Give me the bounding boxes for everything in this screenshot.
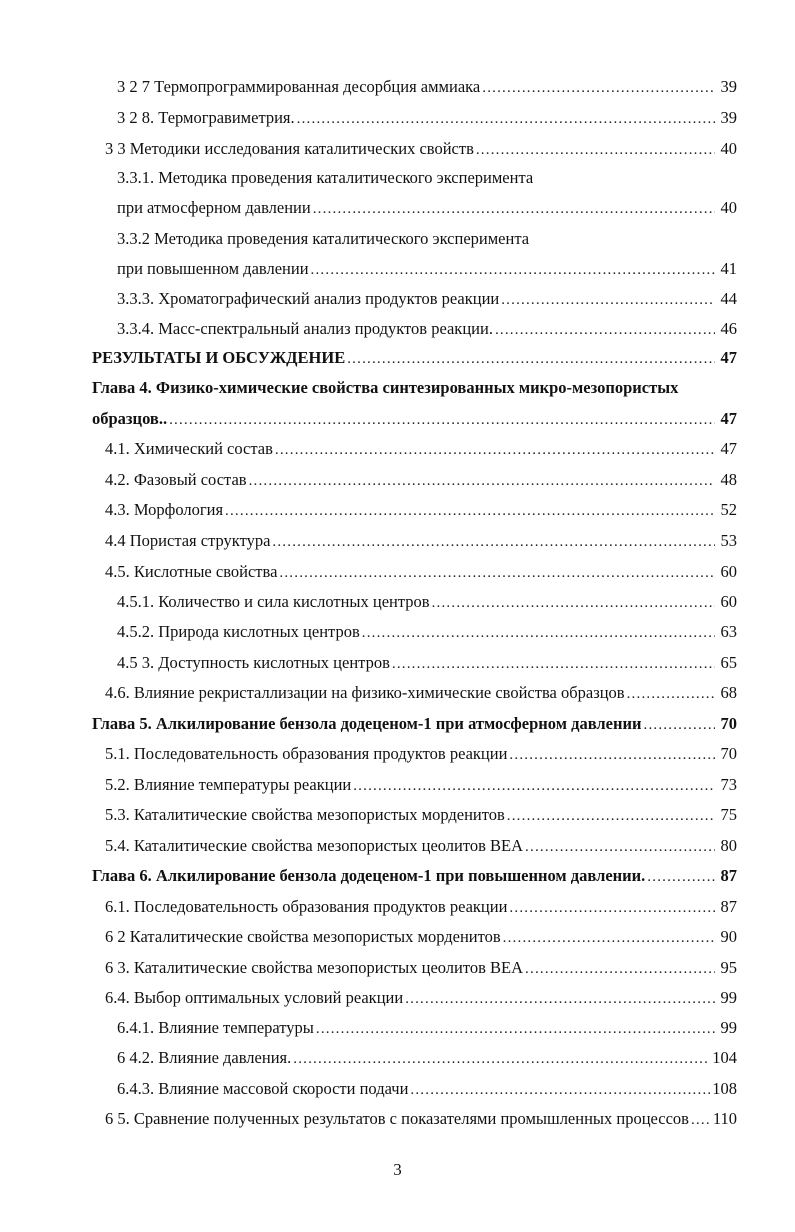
toc-entry-title: 5.1. Последовательность образования продуктов реакции xyxy=(105,744,508,763)
toc-entry-page: 75 xyxy=(720,805,737,824)
toc-entry-page: 70 xyxy=(720,714,737,733)
toc-entry-title: 6.1. Последовательность образования продуктов реакции xyxy=(105,897,508,916)
toc-entry-page: 39 xyxy=(720,77,737,96)
dot-leader xyxy=(647,862,715,892)
toc-entry xyxy=(105,922,737,952)
dot-leader xyxy=(482,73,715,103)
toc-entry-page: 40 xyxy=(720,198,737,217)
dot-leader xyxy=(691,1105,711,1135)
toc-entry-page: 99 xyxy=(720,1018,737,1037)
toc-entry-title: 4.5.1. Количество и сила кислотных центров xyxy=(117,592,430,611)
toc-entry-page: 90 xyxy=(720,927,737,946)
toc-entry-title: 6 2 Каталитические свойства мезопористых морденитов xyxy=(105,927,501,946)
toc-entry-page: 53 xyxy=(720,531,737,550)
toc-entry-title: 4.4 Пористая структура xyxy=(105,531,271,550)
toc-entry xyxy=(105,892,737,922)
toc-entry xyxy=(117,314,737,344)
toc-entry-title: 5.2. Влияние температуры реакции xyxy=(105,775,352,794)
toc-entry-page: 80 xyxy=(720,836,737,855)
toc-entry xyxy=(105,983,737,1013)
toc-entry-title: 6 3. Каталитические свойства мезопористых цеолитов ВЕА xyxy=(105,958,524,977)
toc-entry xyxy=(105,678,737,708)
dot-leader xyxy=(362,618,715,648)
dot-leader xyxy=(495,315,715,345)
toc-entry-title: 4.2. Фазовый состав xyxy=(105,470,247,489)
dot-leader xyxy=(410,1075,710,1105)
toc-entry-page: 99 xyxy=(720,988,737,1007)
dot-leader xyxy=(311,255,715,285)
toc-entry-page: 63 xyxy=(720,622,737,641)
toc-entry-title: 5.4. Каталитические свойства мезопористых цеолитов ВЕА xyxy=(105,836,524,855)
toc-entry-page: 68 xyxy=(720,683,737,702)
dot-leader xyxy=(249,466,715,496)
toc-entry xyxy=(105,134,737,164)
toc-entry xyxy=(105,953,737,983)
toc-entry-title: 4.5.2. Природа кислотных центров xyxy=(117,622,360,641)
toc-entry-page: 40 xyxy=(720,139,737,158)
toc-entry-page: 65 xyxy=(720,653,737,672)
toc-entry-page: 70 xyxy=(720,744,737,763)
toc-entry xyxy=(117,193,737,223)
toc-entry xyxy=(105,831,737,861)
dot-leader xyxy=(392,649,715,679)
toc-entry-page: 47 xyxy=(720,348,737,367)
dot-leader xyxy=(169,405,715,435)
dot-leader xyxy=(627,679,715,709)
dot-leader xyxy=(503,923,715,953)
toc-entry xyxy=(105,800,737,830)
dot-leader xyxy=(501,285,715,315)
toc-entry xyxy=(105,1104,737,1134)
dot-leader xyxy=(272,527,715,557)
toc-entry-page: 47 xyxy=(720,439,737,458)
toc-chapter xyxy=(92,709,737,739)
toc-entry xyxy=(105,465,737,495)
toc-entry-page: 41 xyxy=(720,259,737,278)
toc-entry-page: 52 xyxy=(720,500,737,519)
page-number: 3 xyxy=(393,1160,402,1179)
dot-leader xyxy=(476,135,715,165)
toc-entry-title: 5.3. Каталитические свойства мезопористых морденитов xyxy=(105,805,505,824)
toc-entry xyxy=(117,648,737,678)
toc-entry-page: 47 xyxy=(720,409,737,428)
toc-entry-title: 4.6. Влияние рекристаллизации на физико-химические свойства образцов xyxy=(105,683,625,702)
toc-entry-page: 60 xyxy=(720,592,737,611)
toc-entry-page: 39 xyxy=(720,108,737,127)
toc-entry-page: 95 xyxy=(720,958,737,977)
dot-leader xyxy=(525,832,715,862)
toc-entry-title: 6 4.2. Влияние давления. xyxy=(117,1048,292,1067)
dot-leader xyxy=(507,801,715,831)
toc-entry-title: 6.4.3. Влияние массовой скорости подачи xyxy=(117,1079,409,1098)
toc-section-heading xyxy=(92,343,737,373)
toc-entry-title: 4.5. Кислотные свойства xyxy=(105,562,278,581)
toc-entry-title: 6.4. Выбор оптимальных условий реакции xyxy=(105,988,404,1007)
toc-entry xyxy=(105,770,737,800)
toc-entry-title: образцов.. xyxy=(92,409,168,428)
toc-entry-page: 73 xyxy=(720,775,737,794)
dot-leader xyxy=(275,435,715,465)
toc-entry-title: 4.5 3. Доступность кислотных центров xyxy=(117,653,390,672)
toc-entry xyxy=(117,1043,737,1073)
toc-entry-title-line1: 3.3.1. Методика проведения каталитического эксперимента xyxy=(117,168,534,187)
toc-entry-page: 48 xyxy=(720,470,737,489)
toc-chapter xyxy=(92,861,737,891)
toc-entry-title: 3 2 8. Термогравиметрия. xyxy=(117,108,295,127)
toc-entry-title: 3 2 7 Термопрограммированная десорбция аммиака xyxy=(117,77,481,96)
toc-entry xyxy=(105,495,737,525)
toc-entry xyxy=(105,739,737,769)
dot-leader xyxy=(316,1014,715,1044)
dot-leader xyxy=(225,496,715,526)
toc-entry-page: 108 xyxy=(712,1079,737,1098)
dot-leader xyxy=(509,740,715,770)
toc-entry-title: Глава 5. Алкилирование бензола додеценом-1 при атмосферном давлении xyxy=(92,714,642,733)
dot-leader xyxy=(432,588,715,618)
dot-leader xyxy=(405,984,715,1014)
toc-entry xyxy=(117,284,737,314)
toc-entry-title: 3.3.4. Масс-спектральный анализ продуктов реакции. xyxy=(117,319,493,338)
toc-entry-page: 110 xyxy=(712,1109,737,1128)
toc-entry-title: 4.3. Морфология xyxy=(105,500,224,519)
toc-entry-title-line1: 3.3.2 Методика проведения каталитического эксперимента xyxy=(117,229,530,248)
toc-entry-title: 6 5. Сравнение полученных результатов с показателями промышленных процессов xyxy=(105,1109,689,1128)
toc-entry-page: 60 xyxy=(720,562,737,581)
toc-entry xyxy=(117,1013,737,1043)
toc-chapter-title-line1: Глава 4. Физико-химические свойства синтезированных микро-мезопористых xyxy=(92,378,679,397)
toc-entry xyxy=(117,254,737,284)
toc-entry xyxy=(117,587,737,617)
toc-entry xyxy=(105,526,737,556)
toc-entry-title: РЕЗУЛЬТАТЫ И ОБСУЖДЕНИЕ xyxy=(92,348,346,367)
dot-leader xyxy=(509,893,715,923)
toc-chapter xyxy=(92,404,737,434)
toc-entry-title: при повышенном давлении xyxy=(117,259,309,278)
toc-entry-page: 44 xyxy=(720,289,737,308)
toc-entry xyxy=(117,103,737,133)
toc-entry xyxy=(117,72,737,102)
dot-leader xyxy=(525,954,715,984)
dot-leader xyxy=(313,194,715,224)
toc-entry-page: 46 xyxy=(720,319,737,338)
dot-leader xyxy=(353,771,715,801)
dot-leader xyxy=(347,344,715,374)
toc-entry xyxy=(105,434,737,464)
toc-entry xyxy=(117,617,737,647)
toc-entry-page: 87 xyxy=(720,866,737,885)
toc-entry xyxy=(105,557,737,587)
dot-leader xyxy=(293,1044,710,1074)
dot-leader xyxy=(644,710,716,740)
toc-entry-title: при атмосферном давлении xyxy=(117,198,311,217)
toc-entry xyxy=(117,1074,737,1104)
toc-entry-title: 6.4.1. Влияние температуры xyxy=(117,1018,314,1037)
dot-leader xyxy=(279,558,715,588)
toc-entry-title: 3 3 Методики исследования каталитических свойств xyxy=(105,139,474,158)
toc-entry-title: Глава 6. Алкилирование бензола додеценом-1 при повышенном давлении. xyxy=(92,866,646,885)
dot-leader xyxy=(297,104,715,134)
toc-entry-page: 87 xyxy=(720,897,737,916)
toc-entry-title: 4.1. Химический состав xyxy=(105,439,273,458)
toc-entry-title: 3.3.3. Хроматографический анализ продуктов реакции xyxy=(117,289,500,308)
toc-entry-page: 104 xyxy=(712,1048,737,1067)
